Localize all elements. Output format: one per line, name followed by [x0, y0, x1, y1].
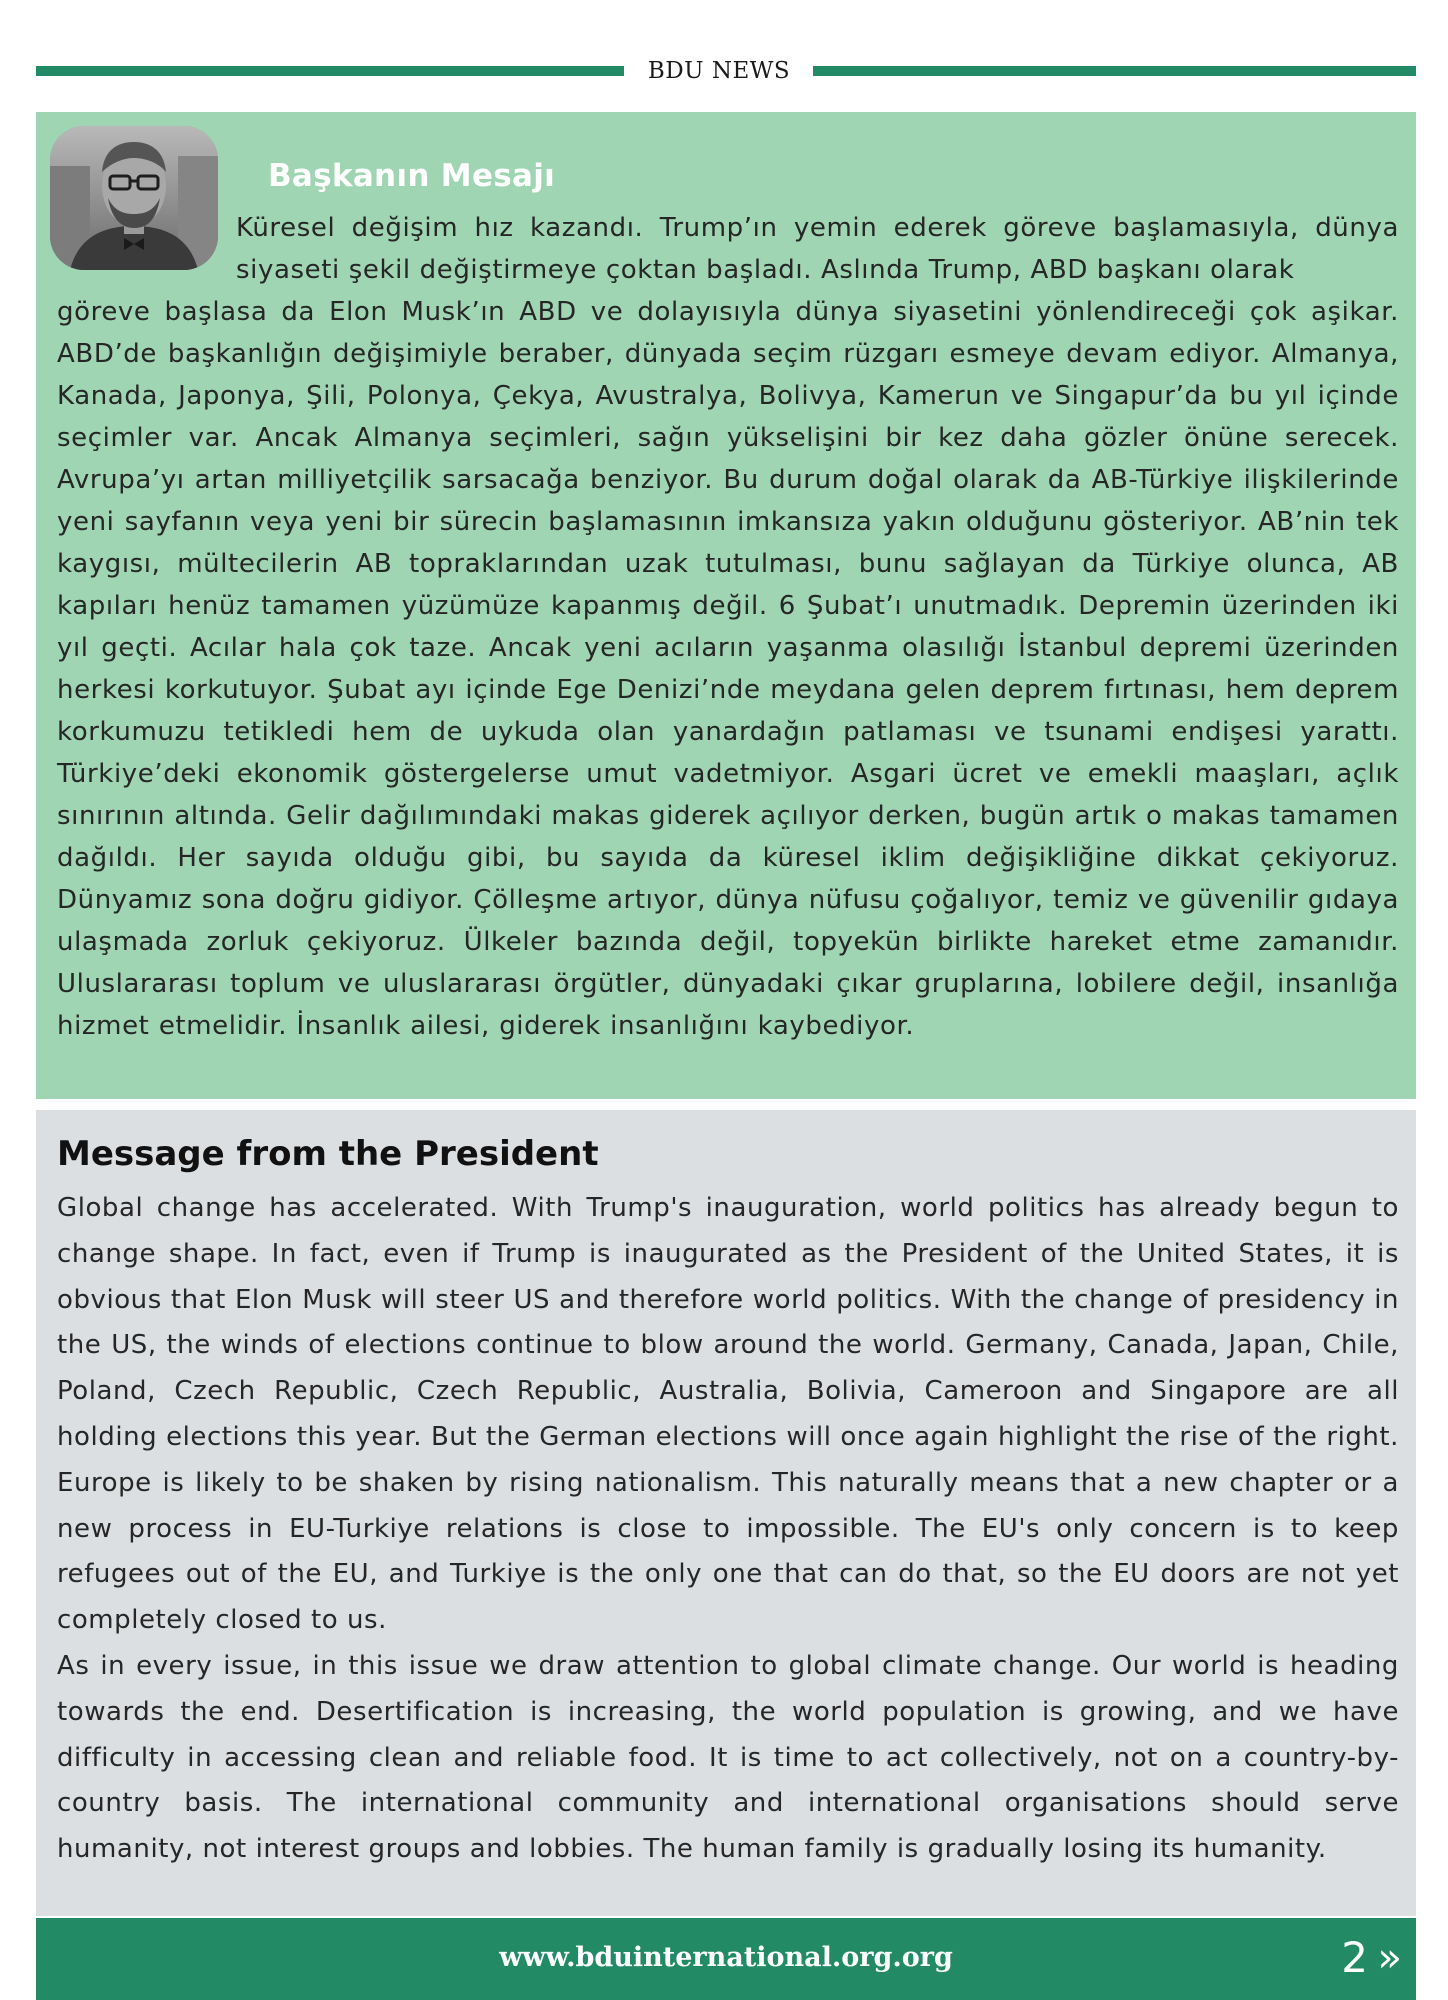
turkish-lead-text: Küresel değişim hız kazandı. Trump’ın yemin ederek göreve başlamasıyla, dünya siyaseti şekil değiştirmeye çoktan başladı. Aslında Trump, ABD başkanı olarak [236, 213, 1399, 285]
english-heading: Message from the President [57, 1134, 599, 1174]
website-link[interactable]: www.bduinternational.org.org [499, 1942, 953, 1973]
turkish-message-panel [36, 112, 1416, 1099]
turkish-body-text: göreve başlasa da Elon Musk’ın ABD ve dolayısıyla dünya siyasetini yönlendireceği çok aşikar. ABD’de başkanlığın değişimiyle beraber, dünyada seçim rüzgarı esmeye devam ediyor. Almanya, Kanada, Japonya, Şili, Polonya, Çekya, Avustralya, Bolivya, Kamerun ve Singapur’da bu yıl içinde seçimler var. Ancak Almanya seçimleri, sağın yükselişini bir kez daha gözler önüne serecek. Avrupa’yı artan milliyetçilik sarsacağa benziyor. Bu durum doğal olarak da AB-Türkiye ilişkilerinde yeni sayfanın veya yeni bir sürecin başlamasının imkansıza yakın olduğunu gösteriyor. AB’nin tek kaygısı, mültecilerin AB topraklarından uzak tutulması, bunu sağlayan da Türkiye olunca, AB kapıları henüz tamamen yüzümüze kapanmış değil. 6 Şubat’ı unutmadık. Depremin üzerinden iki yıl geçti. Acılar hala çok taze. Ancak yeni acıların yaşanma olasılığı İstanbul depremi üzerinden herkesi korkutuyor. Şubat ayı içinde Ege Denizi’nde meydana gelen deprem fırtınası, hem deprem korkumuzu tetikledi hem de uykuda olan yanardağın patlaması ve tsunami endişesi yarattı. Türkiye’deki ekonomik göstergelerse umut vadetmiyor. Asgari ücret ve emekli maaşları, açlık sınırının altında. Gelir dağılımındaki makas giderek açılıyor derken, bugün artık o makas tamamen dağıldı. Her sayıda olduğu gibi, bu sayıda da küresel iklim değişikliğine dikkat çekiyoruz. Dünyamız sona doğru gidiyor. Çölleşme artıyor, dünya nüfusu çoğalıyor, temiz ve güvenilir gıdaya ulaşmada zorluk çekiyoruz. Ülkeler bazında değil, topyekün birlikte hareket etme zamanıdır. Uluslararası toplum ve uluslararası örgütler, dünyadaki çıkar gruplarına, lobilere değil, insanlığa hizmet etmelidir. İnsanlık ailesi, giderek insanlığını kaybediyor. [57, 297, 1399, 1041]
english-paragraph: As in every issue, in this issue we draw attention to global climate change. Our world is heading towards the end. Desertification is increasing, the world population is growing, and we have difficulty in accessing clean and reliable food. It is time to act collectively, not on a country-by-country basis. The international community and international organisations should serve humanity, not interest groups and lobbies. The human family is gradually losing its humanity. [57, 1650, 1399, 1865]
header-rule-right [813, 66, 1416, 76]
page-number: 2 [1341, 1933, 1368, 1982]
english-paragraph: Global change has accelerated. With Trump's inauguration, world politics has already begun to change shape. In fact, even if Trump is inaugurated as the President of the United States, it is obvious that Elon Musk will steer US and therefore world politics. With the change of presidency in the US, the winds of elections continue to blow around the world. Germany, Canada, Japan, Chile, Poland, Czech Republic, Czech Republic, Australia, Bolivia, Cameroon and Singapore are all holding elections this year. But the German elections will once again highlight the rise of the right. Europe is likely to be shaken by rising nationalism. This naturally means that a new chapter or a new process in EU-Turkiye relations is close to impossible. The EU's only concern is to keep refugees out of the EU, and Turkiye is the only one that can do that, so the EU doors are not yet completely closed to us. [57, 1193, 1399, 1636]
english-body [57, 1186, 1399, 1916]
president-photo [50, 126, 218, 270]
english-message-panel [36, 1110, 1416, 1916]
turkish-heading: Başkanın Mesajı [268, 158, 556, 194]
next-page-arrow-icon[interactable]: » [1377, 1935, 1402, 1981]
header-rule-left [36, 66, 624, 76]
newsletter-header [36, 55, 1416, 87]
newsletter-title: BDU NEWS [647, 58, 791, 84]
page-footer [36, 1918, 1416, 2000]
